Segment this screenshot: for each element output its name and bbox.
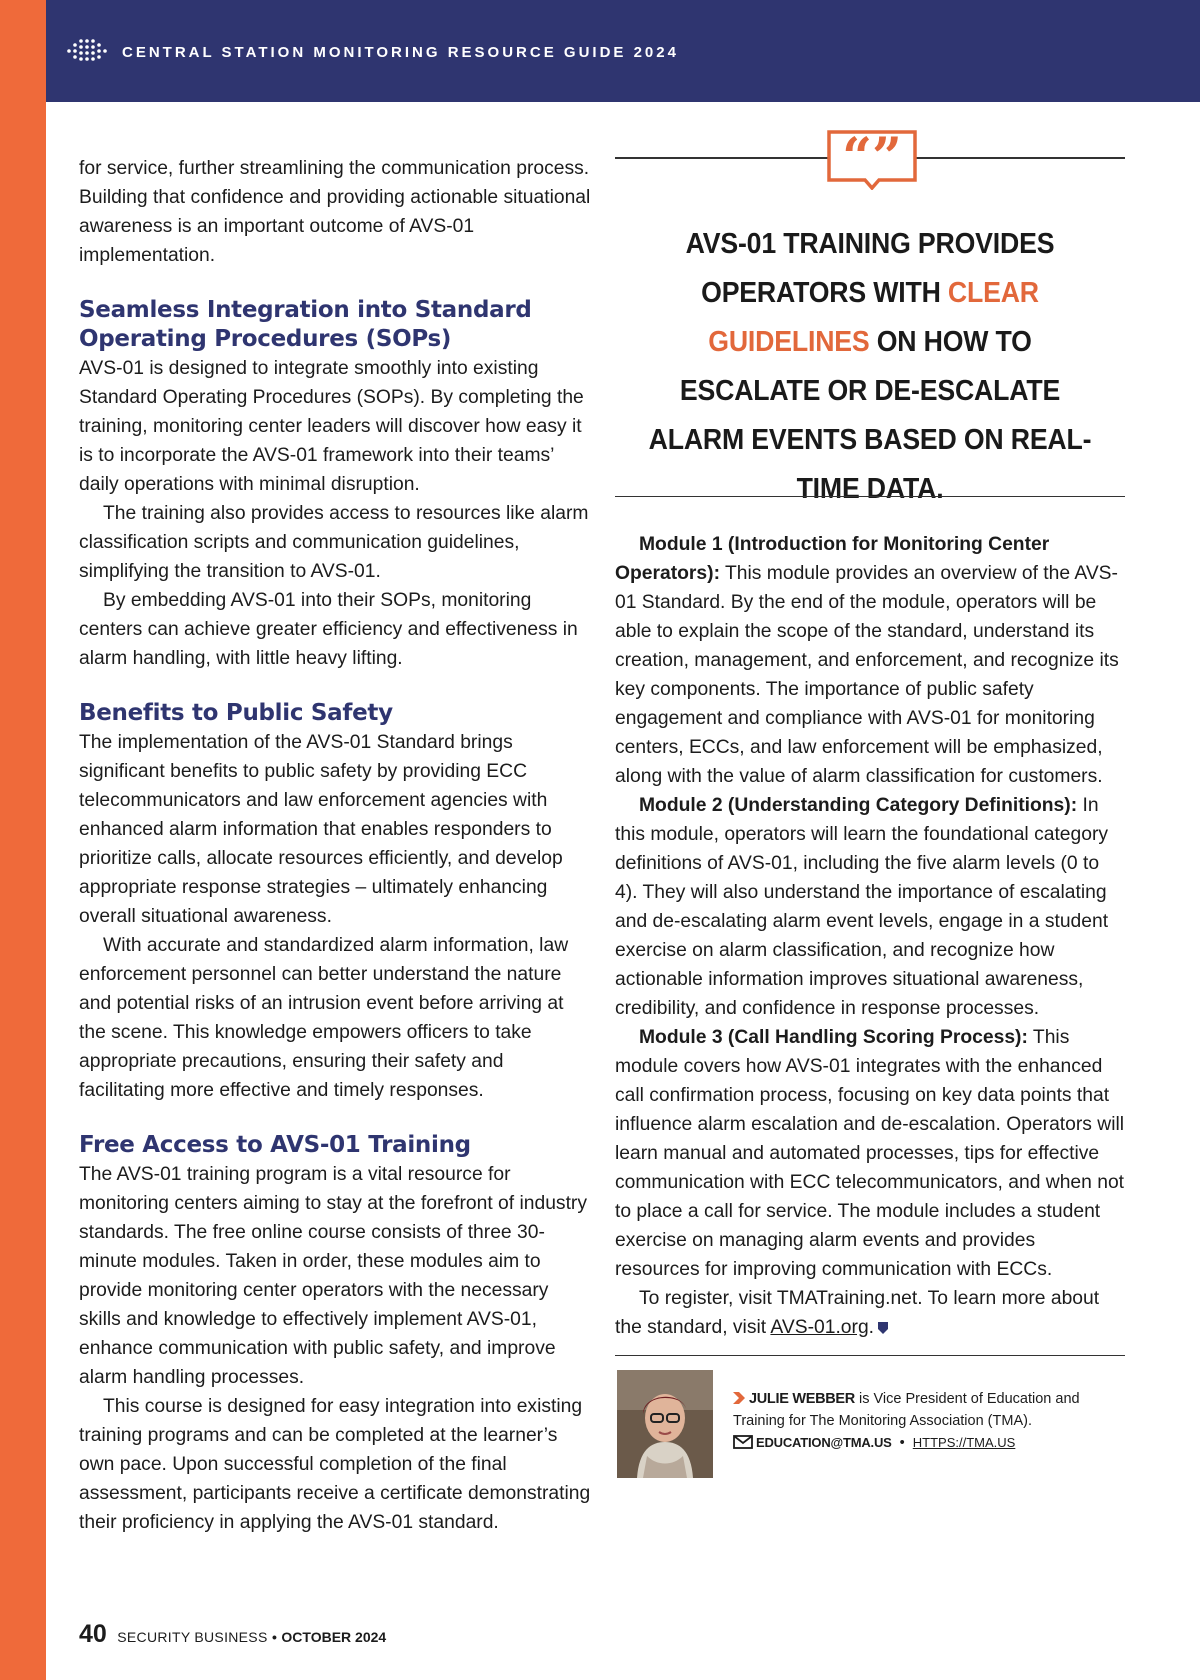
quote-bubble-icon [825,128,919,190]
paragraph: This course is designed for easy integration into existing training programs and can be completed at the learner’s own pace. Upon successful completion of the final assessment, participants receive a certificate demonstrating their proficiency in applying the AVS-01 standard. [79,1396,591,1533]
author-website[interactable]: HTTPS://TMA.US [912,1435,1016,1450]
footer-separator: • [272,1629,277,1645]
module-title: Module 1 (Introduction for Monitoring Center Operators): [615,534,1050,584]
paragraph: By embedding AVS-01 into their SOPs, monitoring centers can achieve greater efficiency and effectiveness in alarm handling, with little heavy lifting. [79,590,578,669]
register-text: To register, visit TMATraining.net. To learn more about the standard, visit [615,1288,1100,1338]
page-footer [79,1620,386,1650]
svg-text:“”: “” [842,128,902,188]
author-photo [617,1370,713,1478]
module-paragraph [615,530,1125,791]
pull-quote-text [635,220,1104,514]
pull-quote-part2: ON HOW TO ESCALATE OR DE-ESCALATE ALARM EVENTS BASED ON REAL-TIME DATA. [648,326,1092,505]
intro-paragraph: for service, further streamlining the communication process. Building that confidence and providing actionable situational awareness is an important outcome of AVS-01 implementation. [79,158,591,266]
author-role: is Vice President of Education and Training for The Monitoring Association (TMA). [733,1391,1080,1429]
author-email[interactable]: EDUCATION@TMA.US [756,1435,892,1450]
chevron-right-icon [733,1392,747,1404]
module-paragraph [615,791,1125,1023]
section-heading-free-access: Free Access to AVS-01 Training [79,1132,471,1158]
paragraph: With accurate and standardized alarm information, law enforcement personnel can better understand the nature and potential risks of an intrusion event before arriving at the scene. This knowledge empowers officers to take appropriate precautions, ensuring their safety and facilitating more effective and timely responses. [79,935,569,1101]
pull-quote-part1: AVS-01 TRAINING PROVIDES OPERATORS WITH [685,228,1055,309]
pull-quote-block [615,128,1125,505]
dots-logo-icon [66,38,112,64]
issue-date: OCTOBER 2024 [281,1629,387,1645]
left-column [79,154,594,1537]
register-paragraph [615,1284,1125,1342]
pull-quote-highlight: CLEAR GUIDELINES [708,277,1039,358]
contact-separator: • [899,1435,905,1451]
end-mark-icon [878,1322,888,1334]
paragraph: The implementation of the AVS-01 Standard brings significant benefits to public safety by providing ECC telecommunicators and law enforcement agencies with enhanced alarm information that enables responders to prioritize calls, allocate resources efficiently, and develop appropriate response strategies – ultimately enhancing overall situational awareness. [79,732,563,927]
module-title: Module 2 (Understanding Category Definitions): [639,795,1078,816]
module-text: In this module, operators will learn the foundational category definitions of AVS-01, including the five alarm levels (0 to 4). They will also understand the importance of escalating and de-escalating alarm event levels, engage in a student exercise on alarm classification, and recognize how actionable information improves situational awareness, credibility, and confidence in response processes. [615,795,1109,1019]
author-text [733,1388,1125,1454]
page-header [46,0,1200,102]
right-column [615,128,1125,1500]
divider [615,496,1125,497]
module-text: This module provides an overview of the AVS-01 Standard. By the end of the module, operators will be able to explain the scope of the standard, understand its creation, management, and enforcement, and recognize its key components. The importance of public safety engagement and compliance with AVS-01 for monitoring centers, ECCs, and law enforcement will be emphasized, along with the value of alarm classification for customers. [615,563,1119,787]
publication-name: SECURITY BUSINESS [117,1629,268,1645]
envelope-icon [733,1435,753,1449]
orange-side-bar [0,0,46,1680]
author-name: JULIE WEBBER [749,1391,855,1407]
section-heading-public-safety: Benefits to Public Safety [79,700,393,726]
author-contact [733,1432,1125,1454]
paragraph: The training also provides access to resources like alarm classification scripts and communication guidelines, simplifying the transition to AVS-01. [79,503,589,582]
page-number: 40 [79,1620,107,1648]
section-heading-sops: Seamless Integration into Standard Operating Procedures (SOPs) [79,297,532,352]
modules-list [615,530,1125,1342]
avs-01-link[interactable]: AVS-01.org [770,1317,869,1338]
header-title: CENTRAL STATION MONITORING RESOURCE GUIDE 2024 [122,44,679,61]
paragraph: The AVS-01 training program is a vital resource for monitoring centers aiming to stay at the forefront of industry standards. The free online course consists of three 30-minute modules. Taken in order, these modules aim to provide monitoring center operators with the necessary skills and knowledge to effectively implement AVS-01, enhance communication with public safety, and improve alarm handling processes. [79,1164,587,1388]
author-bio [615,1370,1125,1500]
divider [615,1355,1125,1356]
module-paragraph [615,1023,1125,1284]
module-text: This module covers how AVS-01 integrates with the enhanced call confirmation process, focusing on key data points that influence alarm escalation and de-escalation. Operators will learn manual and automated processes, tips for effective communication with ECC telecommunicators, and when not to place a call for service. The module includes a student exercise on managing alarm events and provides resources for improving communication with ECCs. [615,1027,1125,1280]
paragraph: AVS-01 is designed to integrate smoothly into existing Standard Operating Procedures (SOPs). By completing the training, monitoring center leaders will discover how easy it is to incorporate the AVS-01 framework into their teams’ daily operations with minimal disruption. [79,358,584,495]
module-title: Module 3 (Call Handling Scoring Process): [639,1027,1028,1048]
register-text-end: . [868,1317,875,1338]
author-bio-line [733,1388,1125,1432]
